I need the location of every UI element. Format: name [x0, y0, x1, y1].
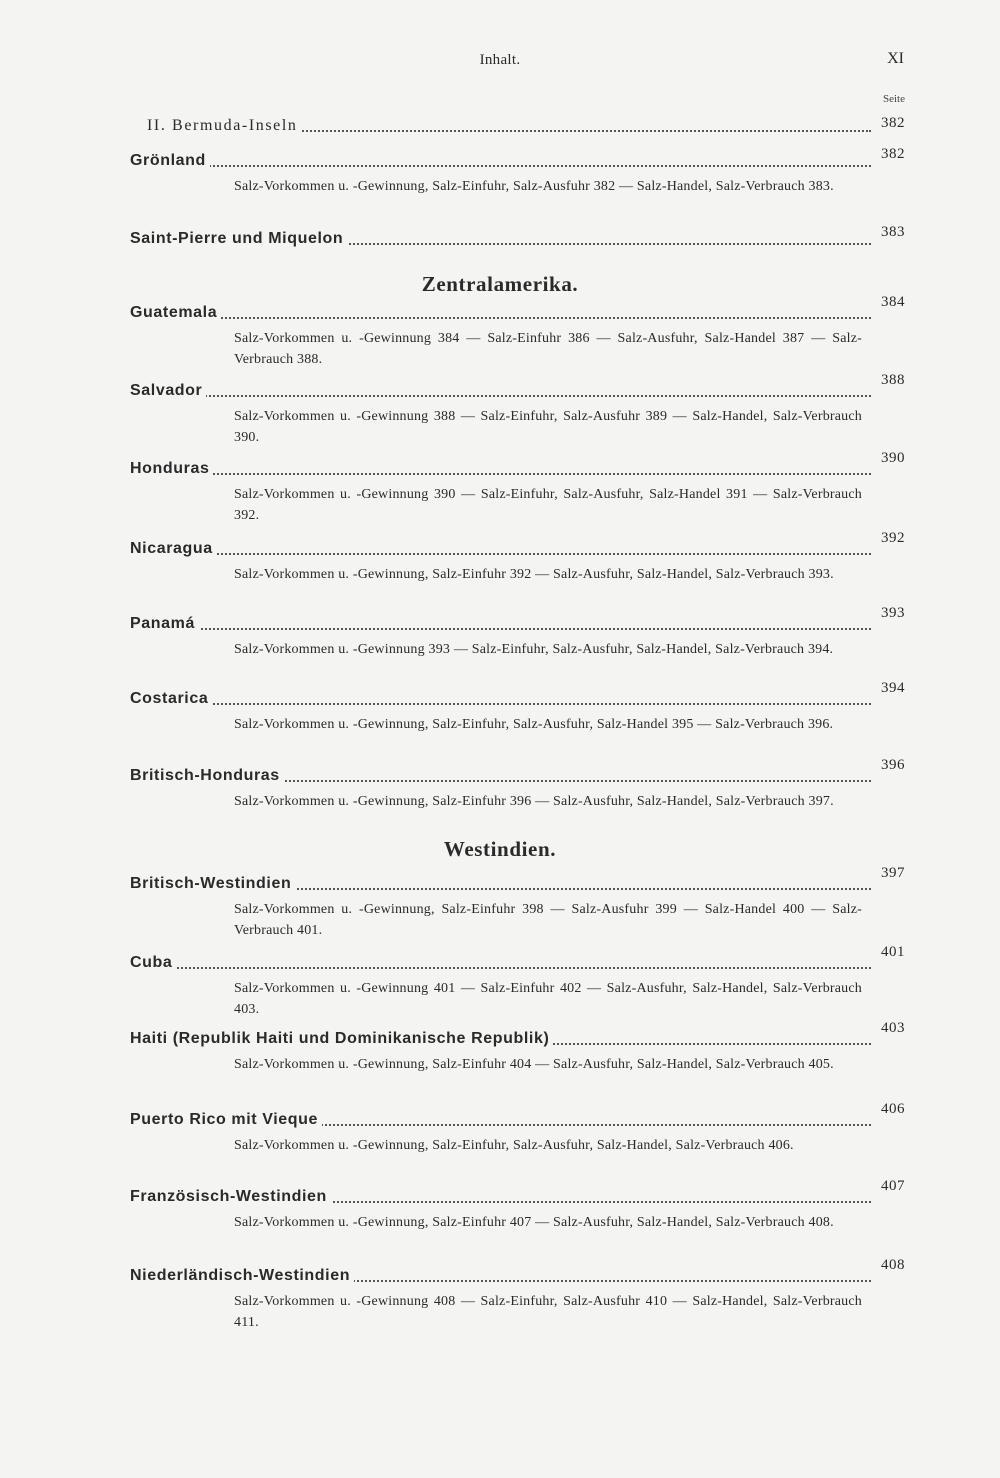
toc-entry [130, 1020, 905, 1075]
toc-entry [130, 530, 905, 585]
toc-entry [130, 146, 905, 197]
section-heading: Westindien. [443, 837, 557, 861]
leader-dots [130, 395, 871, 397]
entry-title: Britisch-Westindien [130, 875, 295, 893]
leader-dots [130, 703, 871, 705]
section-heading: Zentralamerika. [421, 272, 579, 296]
leader-dots [130, 967, 871, 969]
toc-entry [130, 680, 905, 735]
entry-title: Costarica [130, 690, 212, 708]
toc-entry [130, 1101, 905, 1156]
entry-page: 392 [881, 530, 905, 546]
entry-title: Panamá [130, 615, 199, 633]
toc-entry [130, 605, 905, 660]
entry-details: Salz-Vorkommen u. -Gewinnung, Salz-Einfuhr 407 — Salz-Ausfuhr, Salz-Handel, Salz-Verbrauch 408. [234, 1215, 834, 1230]
entry-page: 401 [881, 944, 905, 960]
entry-title: Haiti (Republik Haiti und Dominikanische Republik) [130, 1030, 553, 1048]
entry-page: 384 [881, 294, 905, 310]
entry-page: 388 [881, 372, 905, 388]
toc-entry [130, 1257, 905, 1333]
entry-title: Niederländisch-Westindien [130, 1267, 354, 1285]
entry-page: 382 [881, 146, 905, 162]
entry-details: Salz-Vorkommen u. -Gewinnung 401 — Salz-Einfuhr 402 — Salz-Ausfuhr, Salz-Handel, Salz-Verbrauch 403. [234, 981, 862, 1017]
entry-details: Salz-Vorkommen u. -Gewinnung, Salz-Einfuhr 404 — Salz-Ausfuhr, Salz-Handel, Salz-Verbrauch 405. [234, 1057, 834, 1072]
entry-page: 383 [881, 224, 905, 240]
leader-dots [130, 165, 871, 167]
entry-details: Salz-Vorkommen u. -Gewinnung 384 — Salz-Einfuhr 386 — Salz-Ausfuhr, Salz-Handel 387 — Salz-Verbrauch 388. [234, 331, 862, 367]
entry-title: Grönland [130, 152, 210, 170]
entry-title: Cuba [130, 954, 176, 972]
toc-entry [130, 944, 905, 1020]
leader-dots [130, 317, 871, 319]
entry-title: Honduras [130, 460, 213, 478]
toc-entry [130, 224, 905, 254]
entry-details: Salz-Vorkommen u. -Gewinnung 390 — Salz-Einfuhr, Salz-Ausfuhr, Salz-Handel 391 — Salz-Verbrauch 392. [234, 487, 862, 523]
toc-entry [130, 1178, 905, 1233]
entry-title: Saint-Pierre und Miquelon [130, 230, 347, 248]
entry-details: Salz-Vorkommen u. -Gewinnung 408 — Salz-Einfuhr, Salz-Ausfuhr 410 — Salz-Handel, Salz-Verbrauch 411. [234, 1294, 862, 1330]
entry-details: Salz-Vorkommen u. -Gewinnung, Salz-Einfuhr 396 — Salz-Ausfuhr, Salz-Handel, Salz-Verbrauch 397. [234, 794, 834, 809]
entry-page: 407 [881, 1178, 905, 1194]
entry-page: 394 [881, 680, 905, 696]
toc-entry [130, 865, 905, 941]
entry-page: 396 [881, 757, 905, 773]
entry-page: 382 [881, 115, 905, 131]
entry-details: Salz-Vorkommen u. -Gewinnung, Salz-Einfuhr 398 — Salz-Ausfuhr 399 — Salz-Handel 400 — Salz-Verbrauch 401. [234, 902, 862, 938]
entry-title: Puerto Rico mit Vieque [130, 1111, 322, 1129]
entry-title: Französisch-Westindien [130, 1188, 331, 1206]
toc-entry [130, 372, 905, 448]
entry-title: II. Bermuda-Inseln [147, 117, 302, 135]
page-column-label: Seite [883, 93, 905, 105]
entry-page: 406 [881, 1101, 905, 1117]
toc-entry [130, 294, 905, 370]
toc-entry [130, 757, 905, 812]
toc-entry [147, 117, 905, 141]
entry-page: 390 [881, 450, 905, 466]
entry-details: Salz-Vorkommen u. -Gewinnung 388 — Salz-Einfuhr, Salz-Ausfuhr 389 — Salz-Handel, Salz-Verbrauch 390. [234, 409, 862, 445]
page-number-roman: XI [887, 50, 904, 67]
entry-title: Nicaragua [130, 540, 217, 558]
entry-title: Salvador [130, 382, 206, 400]
entry-title: Guatemala [130, 304, 221, 322]
entry-details: Salz-Vorkommen u. -Gewinnung, Salz-Einfuhr, Salz-Ausfuhr 382 — Salz-Handel, Salz-Verbrauch 383. [234, 179, 834, 194]
entry-title: Britisch-Honduras [130, 767, 284, 785]
entry-details: Salz-Vorkommen u. -Gewinnung, Salz-Einfuhr, Salz-Ausfuhr, Salz-Handel 395 — Salz-Verbrauch 396. [234, 717, 834, 732]
leader-dots [130, 553, 871, 555]
toc-entry [130, 450, 905, 526]
running-header: Inhalt. [479, 52, 521, 68]
entry-details: Salz-Vorkommen u. -Gewinnung, Salz-Einfuhr 392 — Salz-Ausfuhr, Salz-Handel, Salz-Verbrauch 393. [234, 567, 834, 582]
entry-page: 397 [881, 865, 905, 881]
entry-page: 403 [881, 1020, 905, 1036]
entry-details: Salz-Vorkommen u. -Gewinnung, Salz-Einfuhr, Salz-Ausfuhr, Salz-Handel, Salz-Verbrauch 406. [234, 1138, 794, 1153]
entry-details: Salz-Vorkommen u. -Gewinnung 393 — Salz-Einfuhr, Salz-Ausfuhr, Salz-Handel, Salz-Verbrauch 394. [234, 642, 834, 657]
leader-dots [130, 628, 871, 630]
entry-page: 393 [881, 605, 905, 621]
leader-dots [130, 473, 871, 475]
entry-page: 408 [881, 1257, 905, 1273]
